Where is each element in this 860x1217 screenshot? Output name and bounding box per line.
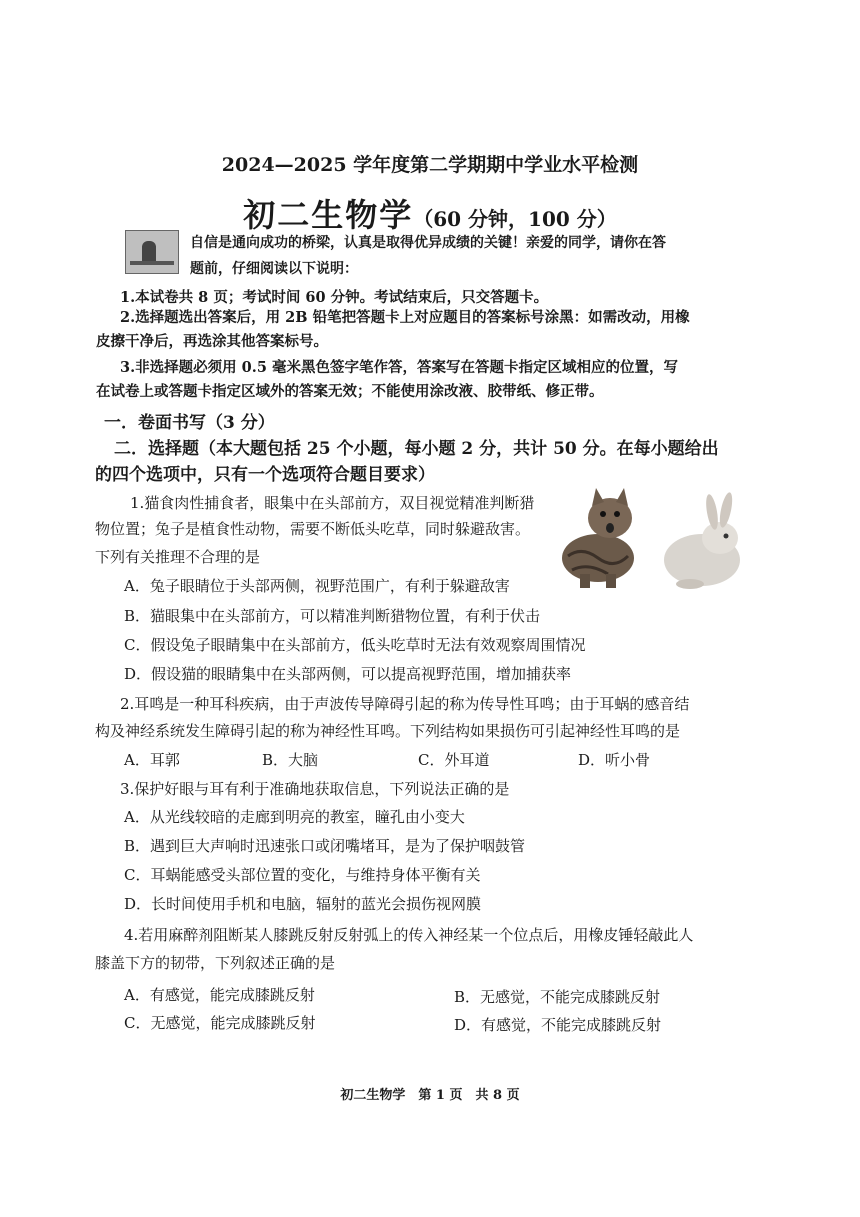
q2-option-b: B．大脑 <box>262 751 319 769</box>
section-2-title-2: 的四个选项中，只有一个选项符合题目要求） <box>95 465 435 485</box>
page-footer: 初二生物学 第 1 页 共 8 页 <box>340 1088 520 1103</box>
instruction-1: 1.本试卷共 8 页；考试时间 60 分钟。考试结束后，只交答题卡。 <box>120 289 549 306</box>
q4-option-b: B．无感觉，不能完成膝跳反射 <box>454 988 661 1006</box>
cat-figure <box>562 488 634 588</box>
instruction-2a: 2.选择题选出答案后，用 2B 铅笔把答题卡上对应题目的答案标号涂黑：如需改动，用橡 <box>120 309 690 326</box>
q2-stem-1: 2.耳鸣是一种耳科疾病，由于声波传导障碍引起的称为传导性耳鸣；由于耳蜗的感音结 <box>120 695 690 713</box>
q2-stem-2: 构及神经系统发生障碍引起的称为神经性耳鸣。下列结构如果损伤可引起神经性耳鸣的是 <box>95 722 681 740</box>
q4-stem-2: 膝盖下方的韧带，下列叙述正确的是 <box>95 954 336 972</box>
q1-option-c: C．假设兔子眼睛集中在头部前方，低头吃草时无法有效观察周围情况 <box>124 636 586 654</box>
q3-stem: 3.保护好眼与耳有利于准确地获取信息，下列说法正确的是 <box>120 780 510 798</box>
instruction-3b: 在试卷上或答题卡指定区域外的答案无效；不能使用涂改液、胶带纸、修正带。 <box>96 383 604 400</box>
time-score: （60 分钟，100 分） <box>413 207 617 231</box>
q3-option-c: C．耳蜗能感受头部位置的变化，与维持身体平衡有关 <box>124 866 481 884</box>
subject-title: 初二生物学 <box>243 196 414 234</box>
q1-stem-2: 物位置；兔子是植食性动物，需要不断低头吃草，同时躲避敌害。 <box>95 520 531 538</box>
q4-option-a: A．有感觉，能完成膝跳反射 <box>124 986 315 1004</box>
q1-stem-1: 1.猫食肉性捕食者，眼集中在头部前方，双目视觉精准判断猎 <box>130 494 535 512</box>
q1-option-d: D．假设猫的眼睛集中在头部两侧，可以提高视野范围，增加捕获率 <box>124 665 572 683</box>
q2-option-d: D．听小骨 <box>578 751 651 769</box>
q4-option-d: D．有感觉，不能完成膝跳反射 <box>454 1016 662 1034</box>
exam-header: 2024—2025 学年度第二学期期中学业水平检测 <box>221 154 639 176</box>
q2-option-c: C．外耳道 <box>418 751 490 769</box>
q3-option-d: D．长时间使用手机和电脑，辐射的蓝光会损伤视网膜 <box>124 895 482 913</box>
intro-line-1: 自信是通向成功的桥梁，认真是取得优异成绩的关键！亲爱的同学，请你在答 <box>190 235 666 251</box>
q4-option-c: C．无感觉，能完成膝跳反射 <box>124 1014 316 1032</box>
instruction-3a: 3.非选择题必须用 0.5 毫米黑色签字笔作答，答案写在答题卡指定区域相应的位置，写 <box>120 359 678 376</box>
q1-option-b: B．猫眼集中在头部前方，可以精准判断猎物位置，有利于伏击 <box>124 607 541 625</box>
q4-stem-1: 4.若用麻醉剂阻断某人膝跳反射反射弧上的传入神经某一个位点后，用橡皮锤轻敲此人 <box>124 926 694 944</box>
instruction-2b: 皮擦干净后，再选涂其他答案标号。 <box>96 333 328 350</box>
section-2-title-1: 二．选择题（本大题包括 25 个小题，每小题 2 分，共计 50 分。在每小题给出 <box>114 439 719 459</box>
q2-option-a: A．耳郭 <box>124 751 180 769</box>
section-1-title: 一．卷面书写（3 分） <box>104 413 275 433</box>
student-illustration <box>125 230 179 274</box>
q1-stem-3: 下列有关推理不合理的是 <box>95 548 261 566</box>
q3-option-a: A．从光线较暗的走廊到明亮的教室，瞳孔由小变大 <box>124 808 465 826</box>
q1-option-a: A．兔子眼睛位于头部两侧，视野范围广，有利于躲避敌害 <box>124 577 510 595</box>
q3-option-b: B．遇到巨大声响时迅速张口或闭嘴堵耳，是为了保护咽鼓管 <box>124 837 526 855</box>
intro-line-2: 题前，仔细阅读以下说明： <box>190 261 358 277</box>
rabbit-figure <box>664 491 740 589</box>
cat-rabbit-image <box>552 486 744 594</box>
